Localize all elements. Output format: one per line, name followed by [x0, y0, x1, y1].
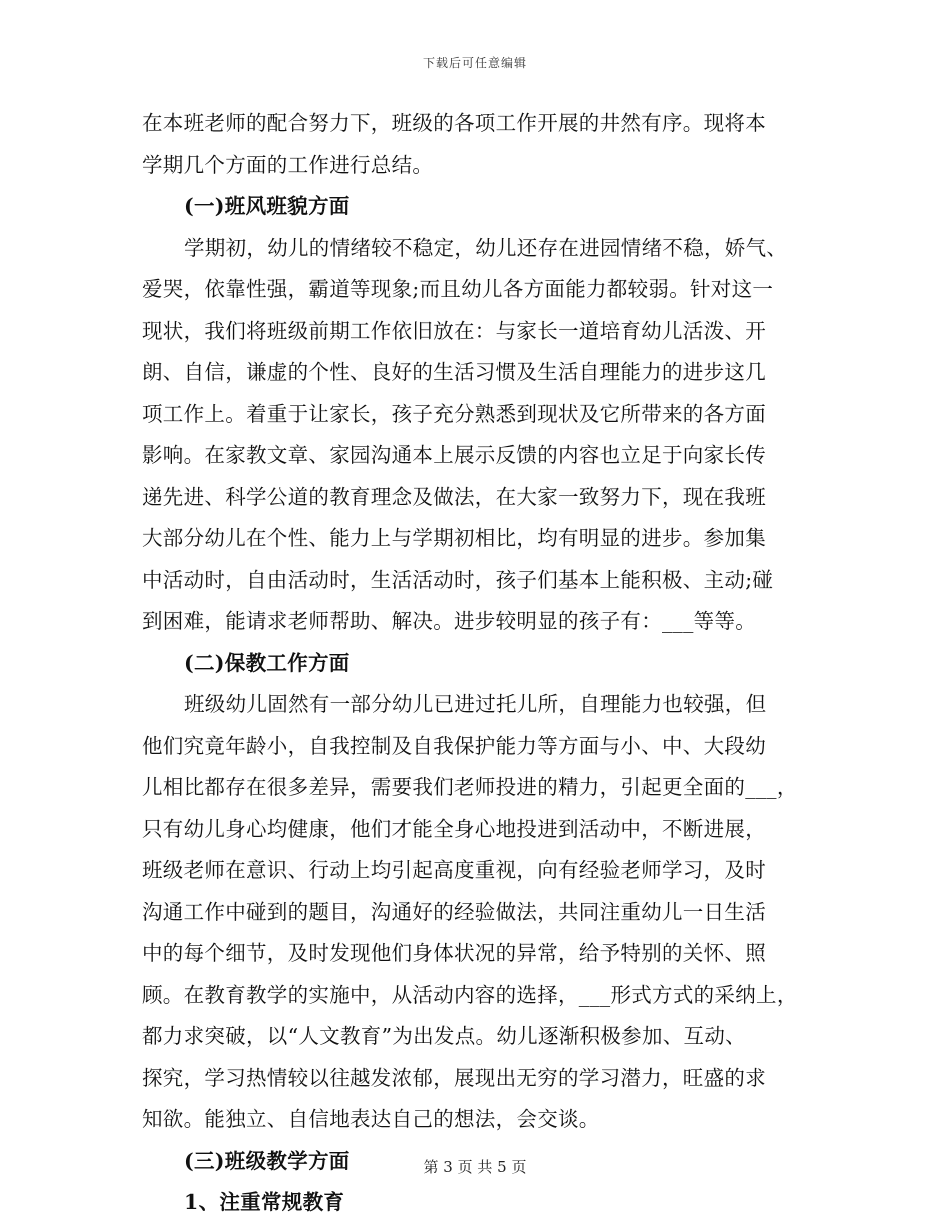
page-number: 第 3 页 共 5 页 — [423, 1158, 527, 1176]
text-line: 中的每个细节，及时发现他们身体状况的异常，给予特别的关怀、照 — [142, 941, 766, 965]
text-line: 大部分幼儿在个性、能力上与学期初相比，均有明显的进步。参加集 — [142, 526, 766, 550]
document-body — [142, 103, 822, 1224]
text-line: 在本班老师的配合努力下，班级的各项工作开展的井然有序。现将本 — [142, 111, 766, 135]
text-line: 朗、自信，谦虚的个性、良好的生活习惯及生活自理能力的进步这几 — [142, 360, 766, 384]
text-line: 项工作上。着重于让家长，孩子充分熟悉到现状及它所带来的各方面 — [142, 401, 766, 426]
text-line: 班级幼儿固然有一部分幼儿已进过托儿所，自理能力也较强，但 — [184, 692, 767, 716]
text-line: 学期几个方面的工作进行总结。 — [142, 152, 434, 177]
text-line: 沟通工作中碰到的题目，沟通好的经验做法，共同注重幼儿一日生活 — [142, 899, 766, 924]
text-line: 影响。在家教文章、家园沟通本上展示反馈的内容也立足于向家长传 — [142, 443, 766, 467]
text-line: 学期初，幼儿的情绪较不稳定，幼儿还存在进园情绪不稳，娇气、 — [184, 235, 788, 260]
text-line: 探究，学习热情较以往越发浓郁，展现出无穷的学习潜力，旺盛的求 — [142, 1065, 766, 1090]
section-heading: 1、注重常规教育 — [184, 1190, 345, 1214]
text-line: 他们究竟年龄小，自我控制及自我保护能力等方面与小、中、大段幼 — [142, 733, 766, 758]
text-line: 递先进、科学公道的教育理念及做法，在大家一致努力下，现在我班 — [142, 484, 766, 509]
text-line: 现状，我们将班级前期工作依旧放在：与家长一道培育幼儿活泼、开 — [142, 318, 766, 343]
text-line: 班级老师在意识、行动上均引起高度重视，向有经验老师学习，及时 — [142, 858, 766, 882]
text-line: 只有幼儿身心均健康，他们才能全身心地投进到活动中，不断进展， — [142, 816, 766, 841]
text-line: 都力求突破，以“人文教育”为出发点。幼儿逐渐积极参加、互动、 — [142, 1024, 746, 1048]
section-heading: (三)班级教学方面 — [184, 1148, 350, 1173]
section-heading: (二)保教工作方面 — [184, 650, 350, 675]
text-line: 爱哭，依靠性强，霸道等现象;而且幼儿各方面能力都较弱。针对这一 — [142, 277, 774, 301]
text-line: 中活动时，自由活动时，生活活动时，孩子们基本上能积极、主动;碰 — [142, 567, 774, 592]
text-line: 到困难，能请求老师帮助、解决。进步较明显的孩子有：___等等。 — [142, 609, 757, 633]
section-heading: (一)班风班貌方面 — [184, 194, 350, 218]
text-line: 顾。在教育教学的实施中，从活动内容的选择，___形式方式的采纳上， — [142, 982, 798, 1007]
text-line: 儿相比都存在很多差异，需要我们老师投进的精力，引起更全面的___， — [142, 775, 798, 799]
text-line: 知欲。能独立、自信地表达自己的想法，会交谈。 — [142, 1107, 600, 1131]
page-header: 下载后可任意编辑 — [422, 56, 527, 70]
